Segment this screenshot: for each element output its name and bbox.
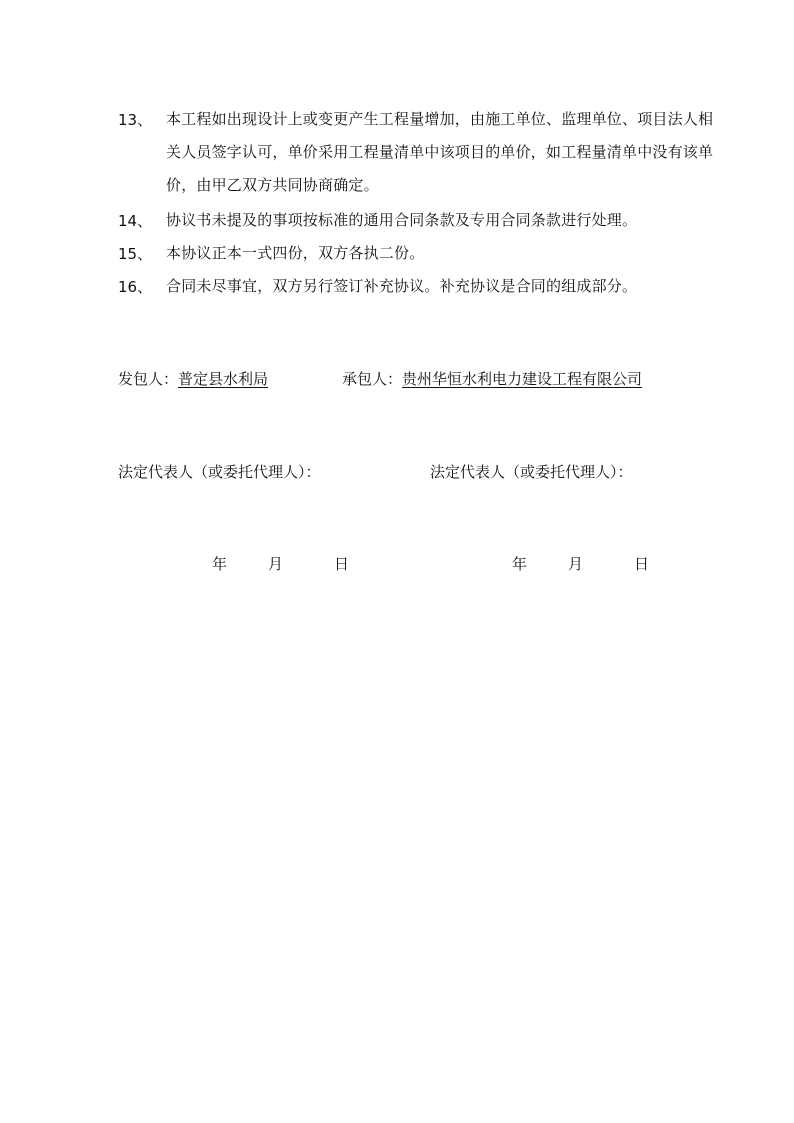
clause-number: 13、 bbox=[118, 111, 153, 129]
contractor-line bbox=[342, 369, 642, 389]
clause-14 bbox=[118, 204, 718, 237]
clause-15 bbox=[118, 237, 718, 270]
left-year: 年 bbox=[212, 555, 228, 573]
employer-name: 普定县水利局 bbox=[178, 370, 269, 388]
right-day: 日 bbox=[634, 555, 650, 573]
left-day: 日 bbox=[334, 555, 350, 573]
clause-text: 合同未尽事宜，双方另行签订补充协议。补充协议是合同的组成部分。 bbox=[166, 277, 638, 295]
clause-text: 本工程如出现设计上或变更产生工程量增加，由施工单位、监理单位、项目法人相关人员签字认可，单价采用工程量清单中该项目的单价，如工程量清单中没有该单价，由甲乙双方共同协商确定。 bbox=[166, 110, 714, 194]
left-representative: 法定代表人（或委托代理人）： bbox=[118, 463, 321, 481]
clause-number: 16、 bbox=[118, 278, 153, 296]
clause-text: 协议书未提及的事项按标准的通用合同条款及专用合同条款进行处理。 bbox=[166, 211, 638, 229]
clause-16 bbox=[118, 270, 718, 303]
left-month: 月 bbox=[268, 555, 284, 573]
clause-number: 15、 bbox=[118, 245, 153, 263]
employer-line bbox=[118, 369, 268, 389]
right-representative: 法定代表人（或委托代理人）： bbox=[430, 463, 633, 481]
clause-number: 14、 bbox=[118, 212, 153, 230]
contractor-name: 贵州华恒水利电力建设工程有限公司 bbox=[402, 370, 643, 388]
employer-label: 发包人： bbox=[118, 370, 179, 388]
clause-text: 本协议正本一式四份，双方各执二份。 bbox=[166, 244, 425, 262]
clause-13 bbox=[118, 103, 718, 202]
contractor-label: 承包人： bbox=[342, 370, 403, 388]
right-year: 年 bbox=[512, 555, 528, 573]
right-month: 月 bbox=[568, 555, 584, 573]
